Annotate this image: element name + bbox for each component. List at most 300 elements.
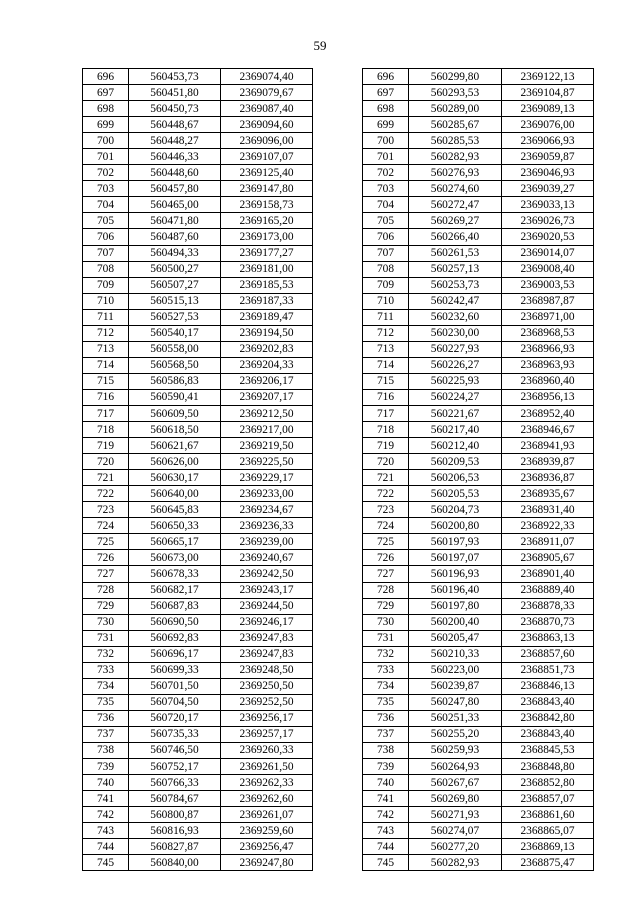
right-point-number-cell: 734 (363, 678, 409, 694)
left-y-coordinate-cell: 2369158,73 (221, 197, 313, 213)
right-x-coordinate-cell: 560197,07 (409, 550, 502, 566)
left-point-number-cell: 731 (83, 630, 129, 646)
left-y-coordinate-cell: 2369262,60 (221, 791, 313, 807)
column-gap (313, 181, 363, 197)
right-x-coordinate-cell: 560293,53 (409, 85, 502, 101)
left-x-coordinate-cell: 560618,50 (129, 422, 221, 438)
right-x-coordinate-cell: 560223,00 (409, 662, 502, 678)
column-gap (313, 69, 363, 85)
column-gap (313, 357, 363, 373)
table-row (83, 101, 594, 117)
left-x-coordinate-cell: 560527,53 (129, 309, 221, 325)
left-x-coordinate-cell: 560457,80 (129, 181, 221, 197)
column-gap (313, 117, 363, 133)
table-row (83, 133, 594, 149)
right-y-coordinate-cell: 2368966,93 (502, 341, 594, 357)
left-y-coordinate-cell: 2369248,50 (221, 662, 313, 678)
table-row (83, 694, 594, 710)
right-x-coordinate-cell: 560230,00 (409, 325, 502, 341)
left-point-number-cell: 724 (83, 518, 129, 534)
column-gap (313, 341, 363, 357)
left-point-number-cell: 713 (83, 341, 129, 357)
right-x-coordinate-cell: 560206,53 (409, 470, 502, 486)
right-point-number-cell: 738 (363, 742, 409, 758)
table-row (83, 855, 594, 871)
table-row (83, 823, 594, 839)
left-point-number-cell: 714 (83, 357, 129, 373)
right-point-number-cell: 718 (363, 422, 409, 438)
left-y-coordinate-cell: 2369165,20 (221, 213, 313, 229)
right-x-coordinate-cell: 560210,33 (409, 646, 502, 662)
column-gap (313, 405, 363, 421)
right-x-coordinate-cell: 560196,40 (409, 582, 502, 598)
table-row (83, 197, 594, 213)
right-x-coordinate-cell: 560269,27 (409, 213, 502, 229)
left-point-number-cell: 722 (83, 486, 129, 502)
coordinates-table-body (83, 69, 594, 871)
left-point-number-cell: 715 (83, 373, 129, 389)
right-x-coordinate-cell: 560277,20 (409, 839, 502, 855)
table-row (83, 678, 594, 694)
right-y-coordinate-cell: 2368963,93 (502, 357, 594, 373)
column-gap (313, 293, 363, 309)
left-x-coordinate-cell: 560840,00 (129, 855, 221, 871)
left-point-number-cell: 708 (83, 261, 129, 277)
left-y-coordinate-cell: 2369147,80 (221, 181, 313, 197)
table-row (83, 791, 594, 807)
table-row (83, 69, 594, 85)
column-gap (313, 133, 363, 149)
left-point-number-cell: 736 (83, 710, 129, 726)
table-row (83, 165, 594, 181)
left-y-coordinate-cell: 2369247,83 (221, 646, 313, 662)
left-y-coordinate-cell: 2369256,47 (221, 839, 313, 855)
right-y-coordinate-cell: 2369003,53 (502, 277, 594, 293)
right-x-coordinate-cell: 560225,93 (409, 373, 502, 389)
right-y-coordinate-cell: 2369104,87 (502, 85, 594, 101)
left-point-number-cell: 726 (83, 550, 129, 566)
left-point-number-cell: 712 (83, 325, 129, 341)
left-point-number-cell: 728 (83, 582, 129, 598)
left-point-number-cell: 742 (83, 807, 129, 823)
right-point-number-cell: 704 (363, 197, 409, 213)
right-point-number-cell: 710 (363, 293, 409, 309)
left-x-coordinate-cell: 560678,33 (129, 566, 221, 582)
right-x-coordinate-cell: 560205,53 (409, 486, 502, 502)
column-gap (313, 646, 363, 662)
table-row (83, 742, 594, 758)
left-x-coordinate-cell: 560766,33 (129, 775, 221, 791)
column-gap (313, 662, 363, 678)
right-y-coordinate-cell: 2369014,07 (502, 245, 594, 261)
left-y-coordinate-cell: 2369236,33 (221, 518, 313, 534)
right-point-number-cell: 696 (363, 69, 409, 85)
right-point-number-cell: 719 (363, 438, 409, 454)
left-point-number-cell: 702 (83, 165, 129, 181)
left-point-number-cell: 718 (83, 422, 129, 438)
left-x-coordinate-cell: 560465,00 (129, 197, 221, 213)
left-point-number-cell: 716 (83, 389, 129, 405)
table-row (83, 807, 594, 823)
right-x-coordinate-cell: 560267,67 (409, 775, 502, 791)
left-y-coordinate-cell: 2369107,07 (221, 149, 313, 165)
left-x-coordinate-cell: 560487,60 (129, 229, 221, 245)
right-x-coordinate-cell: 560212,40 (409, 438, 502, 454)
left-point-number-cell: 721 (83, 470, 129, 486)
right-y-coordinate-cell: 2368936,87 (502, 470, 594, 486)
left-y-coordinate-cell: 2369242,50 (221, 566, 313, 582)
left-point-number-cell: 737 (83, 726, 129, 742)
left-point-number-cell: 741 (83, 791, 129, 807)
column-gap (313, 277, 363, 293)
left-x-coordinate-cell: 560515,13 (129, 293, 221, 309)
column-gap (313, 101, 363, 117)
right-x-coordinate-cell: 560224,27 (409, 389, 502, 405)
left-x-coordinate-cell: 560568,50 (129, 357, 221, 373)
table-row (83, 261, 594, 277)
right-point-number-cell: 712 (363, 325, 409, 341)
table-row (83, 117, 594, 133)
left-x-coordinate-cell: 560701,50 (129, 678, 221, 694)
right-x-coordinate-cell: 560271,93 (409, 807, 502, 823)
right-y-coordinate-cell: 2368931,40 (502, 502, 594, 518)
left-point-number-cell: 744 (83, 839, 129, 855)
left-y-coordinate-cell: 2369250,50 (221, 678, 313, 694)
left-y-coordinate-cell: 2369194,50 (221, 325, 313, 341)
right-point-number-cell: 714 (363, 357, 409, 373)
left-point-number-cell: 727 (83, 566, 129, 582)
right-x-coordinate-cell: 560217,40 (409, 422, 502, 438)
left-point-number-cell: 723 (83, 502, 129, 518)
left-y-coordinate-cell: 2369204,33 (221, 357, 313, 373)
left-x-coordinate-cell: 560827,87 (129, 839, 221, 855)
left-point-number-cell: 733 (83, 662, 129, 678)
right-y-coordinate-cell: 2368911,07 (502, 534, 594, 550)
right-y-coordinate-cell: 2368952,40 (502, 405, 594, 421)
left-point-number-cell: 739 (83, 759, 129, 775)
right-y-coordinate-cell: 2368857,07 (502, 791, 594, 807)
left-x-coordinate-cell: 560626,00 (129, 454, 221, 470)
table-row (83, 454, 594, 470)
column-gap (313, 85, 363, 101)
right-x-coordinate-cell: 560227,93 (409, 341, 502, 357)
left-point-number-cell: 729 (83, 598, 129, 614)
table-row (83, 630, 594, 646)
right-point-number-cell: 702 (363, 165, 409, 181)
right-x-coordinate-cell: 560221,67 (409, 405, 502, 421)
right-y-coordinate-cell: 2369046,93 (502, 165, 594, 181)
left-x-coordinate-cell: 560494,33 (129, 245, 221, 261)
right-x-coordinate-cell: 560197,93 (409, 534, 502, 550)
left-y-coordinate-cell: 2369261,07 (221, 807, 313, 823)
right-y-coordinate-cell: 2368865,07 (502, 823, 594, 839)
right-y-coordinate-cell: 2368870,73 (502, 614, 594, 630)
left-x-coordinate-cell: 560746,50 (129, 742, 221, 758)
right-x-coordinate-cell: 560264,93 (409, 759, 502, 775)
right-x-coordinate-cell: 560274,07 (409, 823, 502, 839)
right-x-coordinate-cell: 560257,13 (409, 261, 502, 277)
right-point-number-cell: 707 (363, 245, 409, 261)
table-row (83, 357, 594, 373)
column-gap (313, 502, 363, 518)
right-point-number-cell: 716 (363, 389, 409, 405)
left-y-coordinate-cell: 2369185,53 (221, 277, 313, 293)
right-point-number-cell: 725 (363, 534, 409, 550)
column-gap (313, 839, 363, 855)
right-point-number-cell: 711 (363, 309, 409, 325)
column-gap (313, 678, 363, 694)
left-point-number-cell: 705 (83, 213, 129, 229)
left-x-coordinate-cell: 560450,73 (129, 101, 221, 117)
page-number: 59 (313, 38, 327, 53)
table-row (83, 245, 594, 261)
left-y-coordinate-cell: 2369256,17 (221, 710, 313, 726)
left-x-coordinate-cell: 560690,50 (129, 614, 221, 630)
left-x-coordinate-cell: 560500,27 (129, 261, 221, 277)
right-point-number-cell: 745 (363, 855, 409, 871)
column-gap (313, 710, 363, 726)
left-point-number-cell: 699 (83, 117, 129, 133)
right-y-coordinate-cell: 2368863,13 (502, 630, 594, 646)
left-x-coordinate-cell: 560621,67 (129, 438, 221, 454)
column-gap (313, 807, 363, 823)
table-row (83, 149, 594, 165)
right-y-coordinate-cell: 2368857,60 (502, 646, 594, 662)
table-row (83, 775, 594, 791)
left-point-number-cell: 703 (83, 181, 129, 197)
column-gap (313, 550, 363, 566)
table-row (83, 422, 594, 438)
right-y-coordinate-cell: 2368939,87 (502, 454, 594, 470)
left-y-coordinate-cell: 2369173,00 (221, 229, 313, 245)
left-y-coordinate-cell: 2369096,00 (221, 133, 313, 149)
right-point-number-cell: 706 (363, 229, 409, 245)
table-row (83, 373, 594, 389)
right-y-coordinate-cell: 2369039,27 (502, 181, 594, 197)
right-point-number-cell: 722 (363, 486, 409, 502)
table-row (83, 598, 594, 614)
left-y-coordinate-cell: 2369187,33 (221, 293, 313, 309)
column-gap (313, 598, 363, 614)
right-y-coordinate-cell: 2369059,87 (502, 149, 594, 165)
left-y-coordinate-cell: 2369259,60 (221, 823, 313, 839)
column-gap (313, 149, 363, 165)
right-point-number-cell: 709 (363, 277, 409, 293)
left-y-coordinate-cell: 2369234,67 (221, 502, 313, 518)
left-point-number-cell: 717 (83, 405, 129, 421)
left-point-number-cell: 710 (83, 293, 129, 309)
table-row (83, 614, 594, 630)
left-y-coordinate-cell: 2369257,17 (221, 726, 313, 742)
table-row (83, 181, 594, 197)
right-y-coordinate-cell: 2368935,67 (502, 486, 594, 502)
table-row (83, 470, 594, 486)
left-y-coordinate-cell: 2369206,17 (221, 373, 313, 389)
left-x-coordinate-cell: 560640,00 (129, 486, 221, 502)
right-x-coordinate-cell: 560226,27 (409, 357, 502, 373)
right-y-coordinate-cell: 2368889,40 (502, 582, 594, 598)
column-gap (313, 325, 363, 341)
right-x-coordinate-cell: 560196,93 (409, 566, 502, 582)
right-y-coordinate-cell: 2368946,67 (502, 422, 594, 438)
column-gap (313, 373, 363, 389)
table-row (83, 277, 594, 293)
right-x-coordinate-cell: 560209,53 (409, 454, 502, 470)
column-gap (313, 261, 363, 277)
left-x-coordinate-cell: 560451,80 (129, 85, 221, 101)
left-x-coordinate-cell: 560699,33 (129, 662, 221, 678)
right-y-coordinate-cell: 2368960,40 (502, 373, 594, 389)
left-x-coordinate-cell: 560453,73 (129, 69, 221, 85)
left-point-number-cell: 745 (83, 855, 129, 871)
table-row (83, 502, 594, 518)
right-x-coordinate-cell: 560266,40 (409, 229, 502, 245)
table-row (83, 85, 594, 101)
right-x-coordinate-cell: 560272,47 (409, 197, 502, 213)
table-row (83, 405, 594, 421)
right-y-coordinate-cell: 2368905,67 (502, 550, 594, 566)
left-point-number-cell: 698 (83, 101, 129, 117)
right-x-coordinate-cell: 560204,73 (409, 502, 502, 518)
coordinates-table (82, 68, 594, 871)
left-y-coordinate-cell: 2369247,83 (221, 630, 313, 646)
column-gap (313, 197, 363, 213)
right-x-coordinate-cell: 560299,80 (409, 69, 502, 85)
column-gap (313, 582, 363, 598)
column-gap (313, 438, 363, 454)
right-point-number-cell: 728 (363, 582, 409, 598)
table-row (83, 389, 594, 405)
left-x-coordinate-cell: 560590,41 (129, 389, 221, 405)
column-gap (313, 566, 363, 582)
left-point-number-cell: 730 (83, 614, 129, 630)
left-point-number-cell: 706 (83, 229, 129, 245)
left-point-number-cell: 707 (83, 245, 129, 261)
left-point-number-cell: 743 (83, 823, 129, 839)
table-row (83, 839, 594, 855)
column-gap (313, 470, 363, 486)
left-point-number-cell: 734 (83, 678, 129, 694)
right-point-number-cell: 697 (363, 85, 409, 101)
right-x-coordinate-cell: 560289,00 (409, 101, 502, 117)
right-point-number-cell: 700 (363, 133, 409, 149)
right-x-coordinate-cell: 560232,60 (409, 309, 502, 325)
left-x-coordinate-cell: 560752,17 (129, 759, 221, 775)
column-gap (313, 791, 363, 807)
right-x-coordinate-cell: 560197,80 (409, 598, 502, 614)
column-gap (313, 518, 363, 534)
right-point-number-cell: 698 (363, 101, 409, 117)
table-row (83, 325, 594, 341)
right-y-coordinate-cell: 2368968,53 (502, 325, 594, 341)
column-gap (313, 309, 363, 325)
right-x-coordinate-cell: 560200,40 (409, 614, 502, 630)
column-gap (313, 389, 363, 405)
left-x-coordinate-cell: 560692,83 (129, 630, 221, 646)
left-x-coordinate-cell: 560650,33 (129, 518, 221, 534)
left-y-coordinate-cell: 2369212,50 (221, 405, 313, 421)
right-y-coordinate-cell: 2368875,47 (502, 855, 594, 871)
table-row (83, 566, 594, 582)
left-point-number-cell: 735 (83, 694, 129, 710)
left-y-coordinate-cell: 2369239,00 (221, 534, 313, 550)
left-y-coordinate-cell: 2369074,40 (221, 69, 313, 85)
right-point-number-cell: 741 (363, 791, 409, 807)
left-x-coordinate-cell: 560665,17 (129, 534, 221, 550)
table-row (83, 550, 594, 566)
table-row (83, 710, 594, 726)
right-y-coordinate-cell: 2368843,40 (502, 694, 594, 710)
left-x-coordinate-cell: 560816,93 (129, 823, 221, 839)
right-y-coordinate-cell: 2368852,80 (502, 775, 594, 791)
right-y-coordinate-cell: 2368846,13 (502, 678, 594, 694)
right-point-number-cell: 724 (363, 518, 409, 534)
right-x-coordinate-cell: 560259,93 (409, 742, 502, 758)
right-point-number-cell: 737 (363, 726, 409, 742)
left-y-coordinate-cell: 2369181,00 (221, 261, 313, 277)
table-row (83, 293, 594, 309)
right-y-coordinate-cell: 2368845,53 (502, 742, 594, 758)
column-gap (313, 694, 363, 710)
right-x-coordinate-cell: 560282,93 (409, 855, 502, 871)
left-y-coordinate-cell: 2369260,33 (221, 742, 313, 758)
right-x-coordinate-cell: 560247,80 (409, 694, 502, 710)
right-y-coordinate-cell: 2368851,73 (502, 662, 594, 678)
right-point-number-cell: 744 (363, 839, 409, 855)
left-point-number-cell: 720 (83, 454, 129, 470)
right-y-coordinate-cell: 2369076,00 (502, 117, 594, 133)
right-point-number-cell: 703 (363, 181, 409, 197)
left-x-coordinate-cell: 560800,87 (129, 807, 221, 823)
column-gap (313, 759, 363, 775)
left-y-coordinate-cell: 2369252,50 (221, 694, 313, 710)
right-point-number-cell: 723 (363, 502, 409, 518)
left-y-coordinate-cell: 2369225,50 (221, 454, 313, 470)
left-x-coordinate-cell: 560630,17 (129, 470, 221, 486)
table-row (83, 726, 594, 742)
right-x-coordinate-cell: 560242,47 (409, 293, 502, 309)
column-gap (313, 486, 363, 502)
right-y-coordinate-cell: 2369122,13 (502, 69, 594, 85)
right-y-coordinate-cell: 2368941,93 (502, 438, 594, 454)
right-y-coordinate-cell: 2369026,73 (502, 213, 594, 229)
left-x-coordinate-cell: 560471,80 (129, 213, 221, 229)
right-point-number-cell: 727 (363, 566, 409, 582)
table-row (83, 486, 594, 502)
right-point-number-cell: 735 (363, 694, 409, 710)
left-y-coordinate-cell: 2369094,60 (221, 117, 313, 133)
right-point-number-cell: 715 (363, 373, 409, 389)
left-y-coordinate-cell: 2369177,27 (221, 245, 313, 261)
table-row (83, 582, 594, 598)
column-gap (313, 534, 363, 550)
table-row (83, 534, 594, 550)
right-y-coordinate-cell: 2369033,13 (502, 197, 594, 213)
left-y-coordinate-cell: 2369240,67 (221, 550, 313, 566)
left-y-coordinate-cell: 2369261,50 (221, 759, 313, 775)
right-point-number-cell: 733 (363, 662, 409, 678)
left-x-coordinate-cell: 560507,27 (129, 277, 221, 293)
right-y-coordinate-cell: 2369008,40 (502, 261, 594, 277)
table-row (83, 759, 594, 775)
table-row (83, 518, 594, 534)
right-point-number-cell: 720 (363, 454, 409, 470)
right-x-coordinate-cell: 560239,87 (409, 678, 502, 694)
left-y-coordinate-cell: 2369262,33 (221, 775, 313, 791)
right-x-coordinate-cell: 560255,20 (409, 726, 502, 742)
left-point-number-cell: 696 (83, 69, 129, 85)
right-y-coordinate-cell: 2368861,60 (502, 807, 594, 823)
